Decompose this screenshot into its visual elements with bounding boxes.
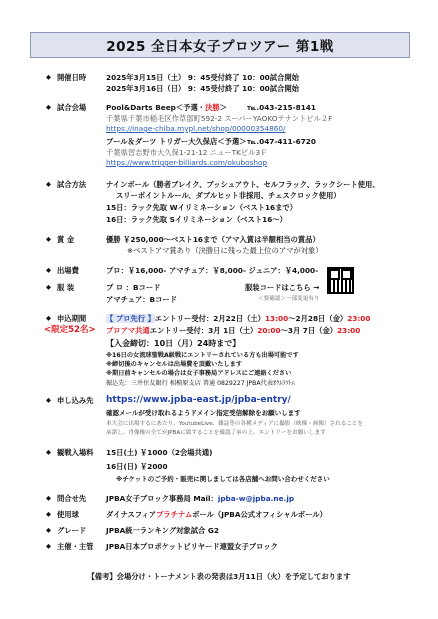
dress-code-link[interactable]: 服装コードはこちら → <box>245 283 320 292</box>
apply-label: 申込期間 <box>57 314 87 323</box>
venue2-name: プール＆ダーツ トリガー大久保店＜予選＞ <box>106 137 247 146</box>
venue1-link[interactable]: https://inage-chiba.mypl.net/shop/00000354860/ <box>106 124 286 133</box>
bullet-icon: ◆ <box>46 526 51 534</box>
apply-note2: ※締切後のキャンセルは出場費を頂戴いたします <box>106 361 242 368</box>
venue1-address: 千葉県千葉市稲毛区作草部町592-2 スーパーYAOKOテナントビル２F <box>106 114 333 123</box>
apply-common-line: プロアマ共通エントリー受付：3月 1日（土）20:00～3月 7日（金）23:00 <box>106 326 361 335</box>
bullet-icon: ◆ <box>46 314 51 322</box>
prize-line1: 優勝 ￥250,000～ベスト16まで（アマ入賞は半額相当の賞品） <box>106 235 320 244</box>
dress-code-note: ＜要確認＞一部変更有り <box>258 296 320 302</box>
venue2-tel: ℡.047-411-6720 <box>247 137 316 146</box>
bullet-icon: ◆ <box>46 448 51 456</box>
entry-link[interactable]: https://www.jpba-east.jp/jpba-entry/ <box>106 395 291 405</box>
apply-note1: ※16日の女流球聖戦A級戦にエントリーされている方も出場可能です <box>106 352 299 359</box>
dress-pro: プ ロ ：Bコード <box>106 283 161 292</box>
bullet-icon: ◆ <box>46 542 51 550</box>
bullet-icon: ◆ <box>46 510 51 518</box>
bullet-icon: ◆ <box>46 494 51 502</box>
bullet-icon: ◆ <box>46 180 51 188</box>
qr-code-icon[interactable] <box>327 267 354 294</box>
venue-label: 試合会場 <box>57 103 87 112</box>
dates-label: 開催日時 <box>57 73 87 82</box>
admission-label: 観戦入場料 <box>57 448 94 457</box>
media-consent-2: 承諾し、肖像権の全てがJPBAに属することを確認了承の上、エントリーをお願いします <box>106 430 326 436</box>
fee-text: プロ：￥16,000- アマチュア：￥8,000- ジュニア：￥4,000- <box>106 266 319 275</box>
dress-ama: アマチュア：Bコード <box>106 295 178 304</box>
apply-note3: ※期日前キャンセルの場合は女子事務局アドレスにご連絡ください <box>106 370 292 377</box>
page-title: 2025 全日本女子プロツアー 第1戦 <box>30 32 410 58</box>
bullet-icon: ◆ <box>46 73 51 81</box>
contact-label: 問合せ先 <box>57 494 87 503</box>
venue2-link[interactable]: https://www.trigger-billiards.com/okuboshop <box>106 158 268 167</box>
venue2-address: 千葉県習志野市大久保1-21-12 ニューTKビル3Ｆ <box>106 148 268 157</box>
apply-pro-line: 【 プロ先行 】エントリー受付：2月22日（土）13:00～2月28日（金）23:00 <box>106 314 371 323</box>
admission-line3: ※チケットのご予約・販売に関しましては各店舗へお問い合わせください <box>116 475 330 483</box>
media-consent-1: 本大会に出場するにあたり、YoutubeLive、雑誌等の各種メディアに撮影（映像・画像）されることを <box>106 421 364 427</box>
admission-line1: 15日(土) ￥1000（2会場共通) <box>106 448 213 457</box>
dress-label: 服 装 <box>57 283 75 292</box>
admission-line2: 16日(日) ￥2000 <box>106 462 168 471</box>
contact-text: JPBA女子ブロック事務局 Mail：jpba-w@jpba.ne.jp <box>106 494 295 503</box>
format-line3: 15日：ラック先取 Wイリミネーション（ベスト16まで） <box>106 203 297 212</box>
apply-to-note: 確認メールが受け取れるようドメイン指定受信解除をお願いします <box>106 409 301 417</box>
host-label: 主催・主管 <box>57 542 94 551</box>
bullet-icon: ◆ <box>46 283 51 291</box>
grade-label: グレード <box>57 526 87 535</box>
format-label: 試合方法 <box>57 180 87 189</box>
dates-line1: 2025年3月15日（土） 9：45受付終了 10：00試合開始 <box>106 73 299 82</box>
ball-label: 使用球 <box>57 510 79 519</box>
fee-label: 出場費 <box>57 266 79 275</box>
bank-info: 振込先：三井住友銀行 相模原支店 普通 0829227 JPBA代表ｵｸﾑﾗﾂﾄﾑ <box>106 380 295 387</box>
bullet-icon: ◆ <box>46 266 51 274</box>
dates-line2: 2025年3月16日（日） 9：45受付終了 10：00試合開始 <box>106 84 299 93</box>
footer-note: 【備考】会場分け・トーナメント表の発表は3月11日（火）を予定しております <box>87 572 351 581</box>
payment-deadline: 【入金締切：10日（月）24時まで】 <box>106 339 241 348</box>
format-line4: 16日：ラック先取 Sイリミネーション（ベスト16～） <box>106 215 287 224</box>
grade-text: JPBA統一ランキング対象試合 G2 <box>106 526 219 535</box>
format-line2: スリーポイントルール、ダブルヒット非採用、チェスクロック使用） <box>116 191 341 200</box>
format-line1: ナインボール（勝者ブレイク、プッシュアウト、セルフラック、ラックシート使用、 <box>106 180 380 189</box>
prize-label: 賞 金 <box>57 235 75 244</box>
limit-note: <限定52名> <box>44 325 96 335</box>
ball-text: ダイナスフィアプラチナムボール（JPBA公式オフィシャルボール） <box>106 510 327 519</box>
bullet-icon: ◆ <box>46 235 51 243</box>
venue1-tel: ℡.043-215-8141 <box>247 103 316 112</box>
bullet-icon: ◆ <box>46 396 51 404</box>
bullet-icon: ◆ <box>46 103 51 111</box>
prize-line2: ※ベストアマ賞あり（決勝日に残った最上位のアマが対象） <box>127 246 323 255</box>
contact-mail[interactable]: jpba-w@jpba.ne.jp <box>217 494 295 503</box>
venue1-name: Pool&Darts Beep＜予選・決勝＞ <box>106 103 227 112</box>
host-text: JPBA日本プロポケットビリヤード連盟女子ブロック <box>106 542 278 551</box>
apply-to-label: 申し込み先 <box>57 396 94 405</box>
